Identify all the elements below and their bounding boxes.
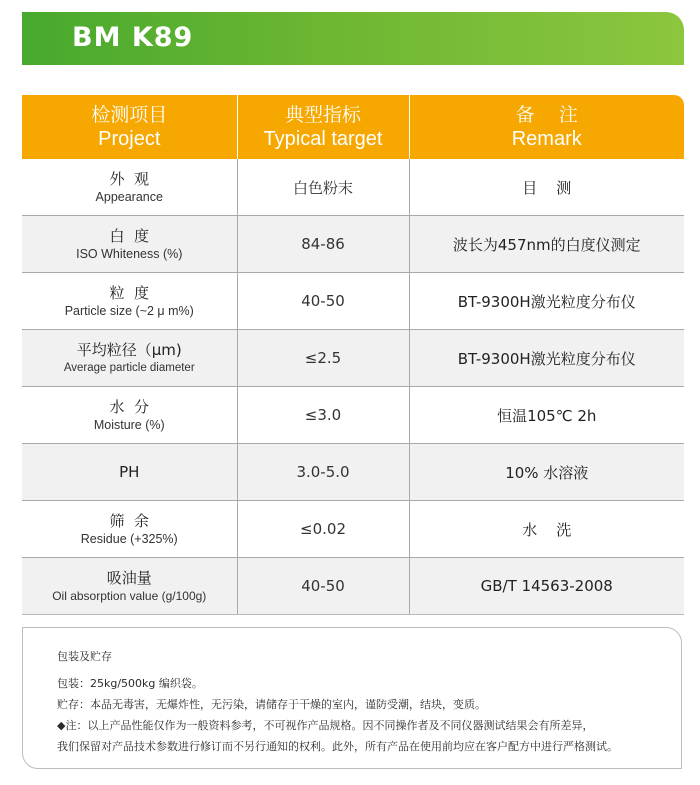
param-en: ISO Whiteness (%) bbox=[76, 246, 183, 261]
remark: BT-9300H激光粒度分布仪 bbox=[409, 273, 684, 330]
param-cn: 吸油量 bbox=[106, 568, 152, 587]
table-header-row bbox=[22, 95, 684, 159]
header-typical bbox=[237, 95, 409, 159]
header-project bbox=[22, 95, 237, 159]
typical-value: 84-86 bbox=[237, 216, 409, 273]
param-cell bbox=[22, 444, 237, 501]
param-cell bbox=[22, 501, 237, 558]
param-cell bbox=[22, 330, 237, 387]
notes-box bbox=[22, 627, 682, 769]
param-en: Moisture (%) bbox=[93, 417, 165, 432]
typical-value: 40-50 bbox=[237, 273, 409, 330]
param-cn: PH bbox=[119, 462, 140, 481]
notes-title: 包装及贮存 bbox=[57, 650, 112, 663]
header-typical-cn: 典型指标 bbox=[284, 104, 361, 126]
param-cn: 粒 度 bbox=[109, 283, 150, 302]
param-cell bbox=[22, 387, 237, 444]
table-row bbox=[22, 216, 684, 273]
disclaimer-line-2: 我们保留对产品技术参数进行修订而不另行通知的权利。此外，所有产品在使用前均应在客户配方中进行严格测试。 bbox=[57, 740, 618, 753]
remark: GB/T 14563-2008 bbox=[409, 558, 684, 615]
typical-value: 40-50 bbox=[237, 558, 409, 615]
table-row bbox=[22, 330, 684, 387]
param-cell bbox=[22, 273, 237, 330]
table-row bbox=[22, 273, 684, 330]
remark: 恒温105℃ 2h bbox=[409, 387, 684, 444]
remark: 目 测 bbox=[409, 159, 684, 216]
storage-note: 贮存：本品无毒害，无爆炸性，无污染，请储存于干燥的室内，谨防受潮，结块，变质。 bbox=[57, 698, 486, 711]
disclaimer-line-1: ◆注：以上产品性能仅作为一般资料参考，不可视作产品规格。因不同操作者及不同仪器测试结果会有所差异， bbox=[57, 719, 594, 732]
remark: 水 洗 bbox=[409, 501, 684, 558]
param-cell bbox=[22, 216, 237, 273]
remark: BT-9300H激光粒度分布仪 bbox=[409, 330, 684, 387]
typical-value: ≤2.5 bbox=[237, 330, 409, 387]
header-project-cn: 检测项目 bbox=[91, 104, 168, 126]
remark: 10% 水溶液 bbox=[409, 444, 684, 501]
param-cell bbox=[22, 558, 237, 615]
param-en: Average particle diameter bbox=[63, 361, 195, 374]
header-remark bbox=[409, 95, 684, 159]
param-cell bbox=[22, 159, 237, 216]
product-title: BM K89 bbox=[72, 22, 194, 53]
header-typical-en: Typical target bbox=[263, 128, 383, 150]
typical-value: ≤0.02 bbox=[237, 501, 409, 558]
header-project-en: Project bbox=[98, 128, 161, 150]
param-cn: 平均粒径（μm) bbox=[76, 340, 182, 359]
param-cn: 外 观 bbox=[109, 169, 150, 188]
table-row bbox=[22, 501, 684, 558]
table-row bbox=[22, 159, 684, 216]
typical-value: ≤3.0 bbox=[237, 387, 409, 444]
typical-value: 白色粉末 bbox=[237, 159, 409, 216]
remark: 波长为457nm的白度仪测定 bbox=[409, 216, 684, 273]
param-cn: 白 度 bbox=[109, 226, 150, 245]
header-remark-cn: 备 注 bbox=[515, 104, 578, 126]
param-en: Oil absorption value (g/100g) bbox=[52, 588, 207, 603]
typical-value: 3.0-5.0 bbox=[237, 444, 409, 501]
table-row bbox=[22, 444, 684, 501]
param-en: Appearance bbox=[95, 189, 163, 204]
table-row bbox=[22, 387, 684, 444]
param-cn: 筛 余 bbox=[109, 511, 150, 530]
param-cn: 水 分 bbox=[109, 397, 150, 416]
table-row bbox=[22, 558, 684, 615]
header-remark-en: Remark bbox=[511, 128, 582, 150]
param-en: Particle size (~2 μ m%) bbox=[64, 303, 194, 318]
packaging-note: 包装：25kg/500kg 编织袋。 bbox=[57, 677, 203, 690]
param-en: Residue (+325%) bbox=[80, 531, 178, 546]
spec-table bbox=[22, 95, 684, 615]
title-banner bbox=[22, 12, 684, 65]
